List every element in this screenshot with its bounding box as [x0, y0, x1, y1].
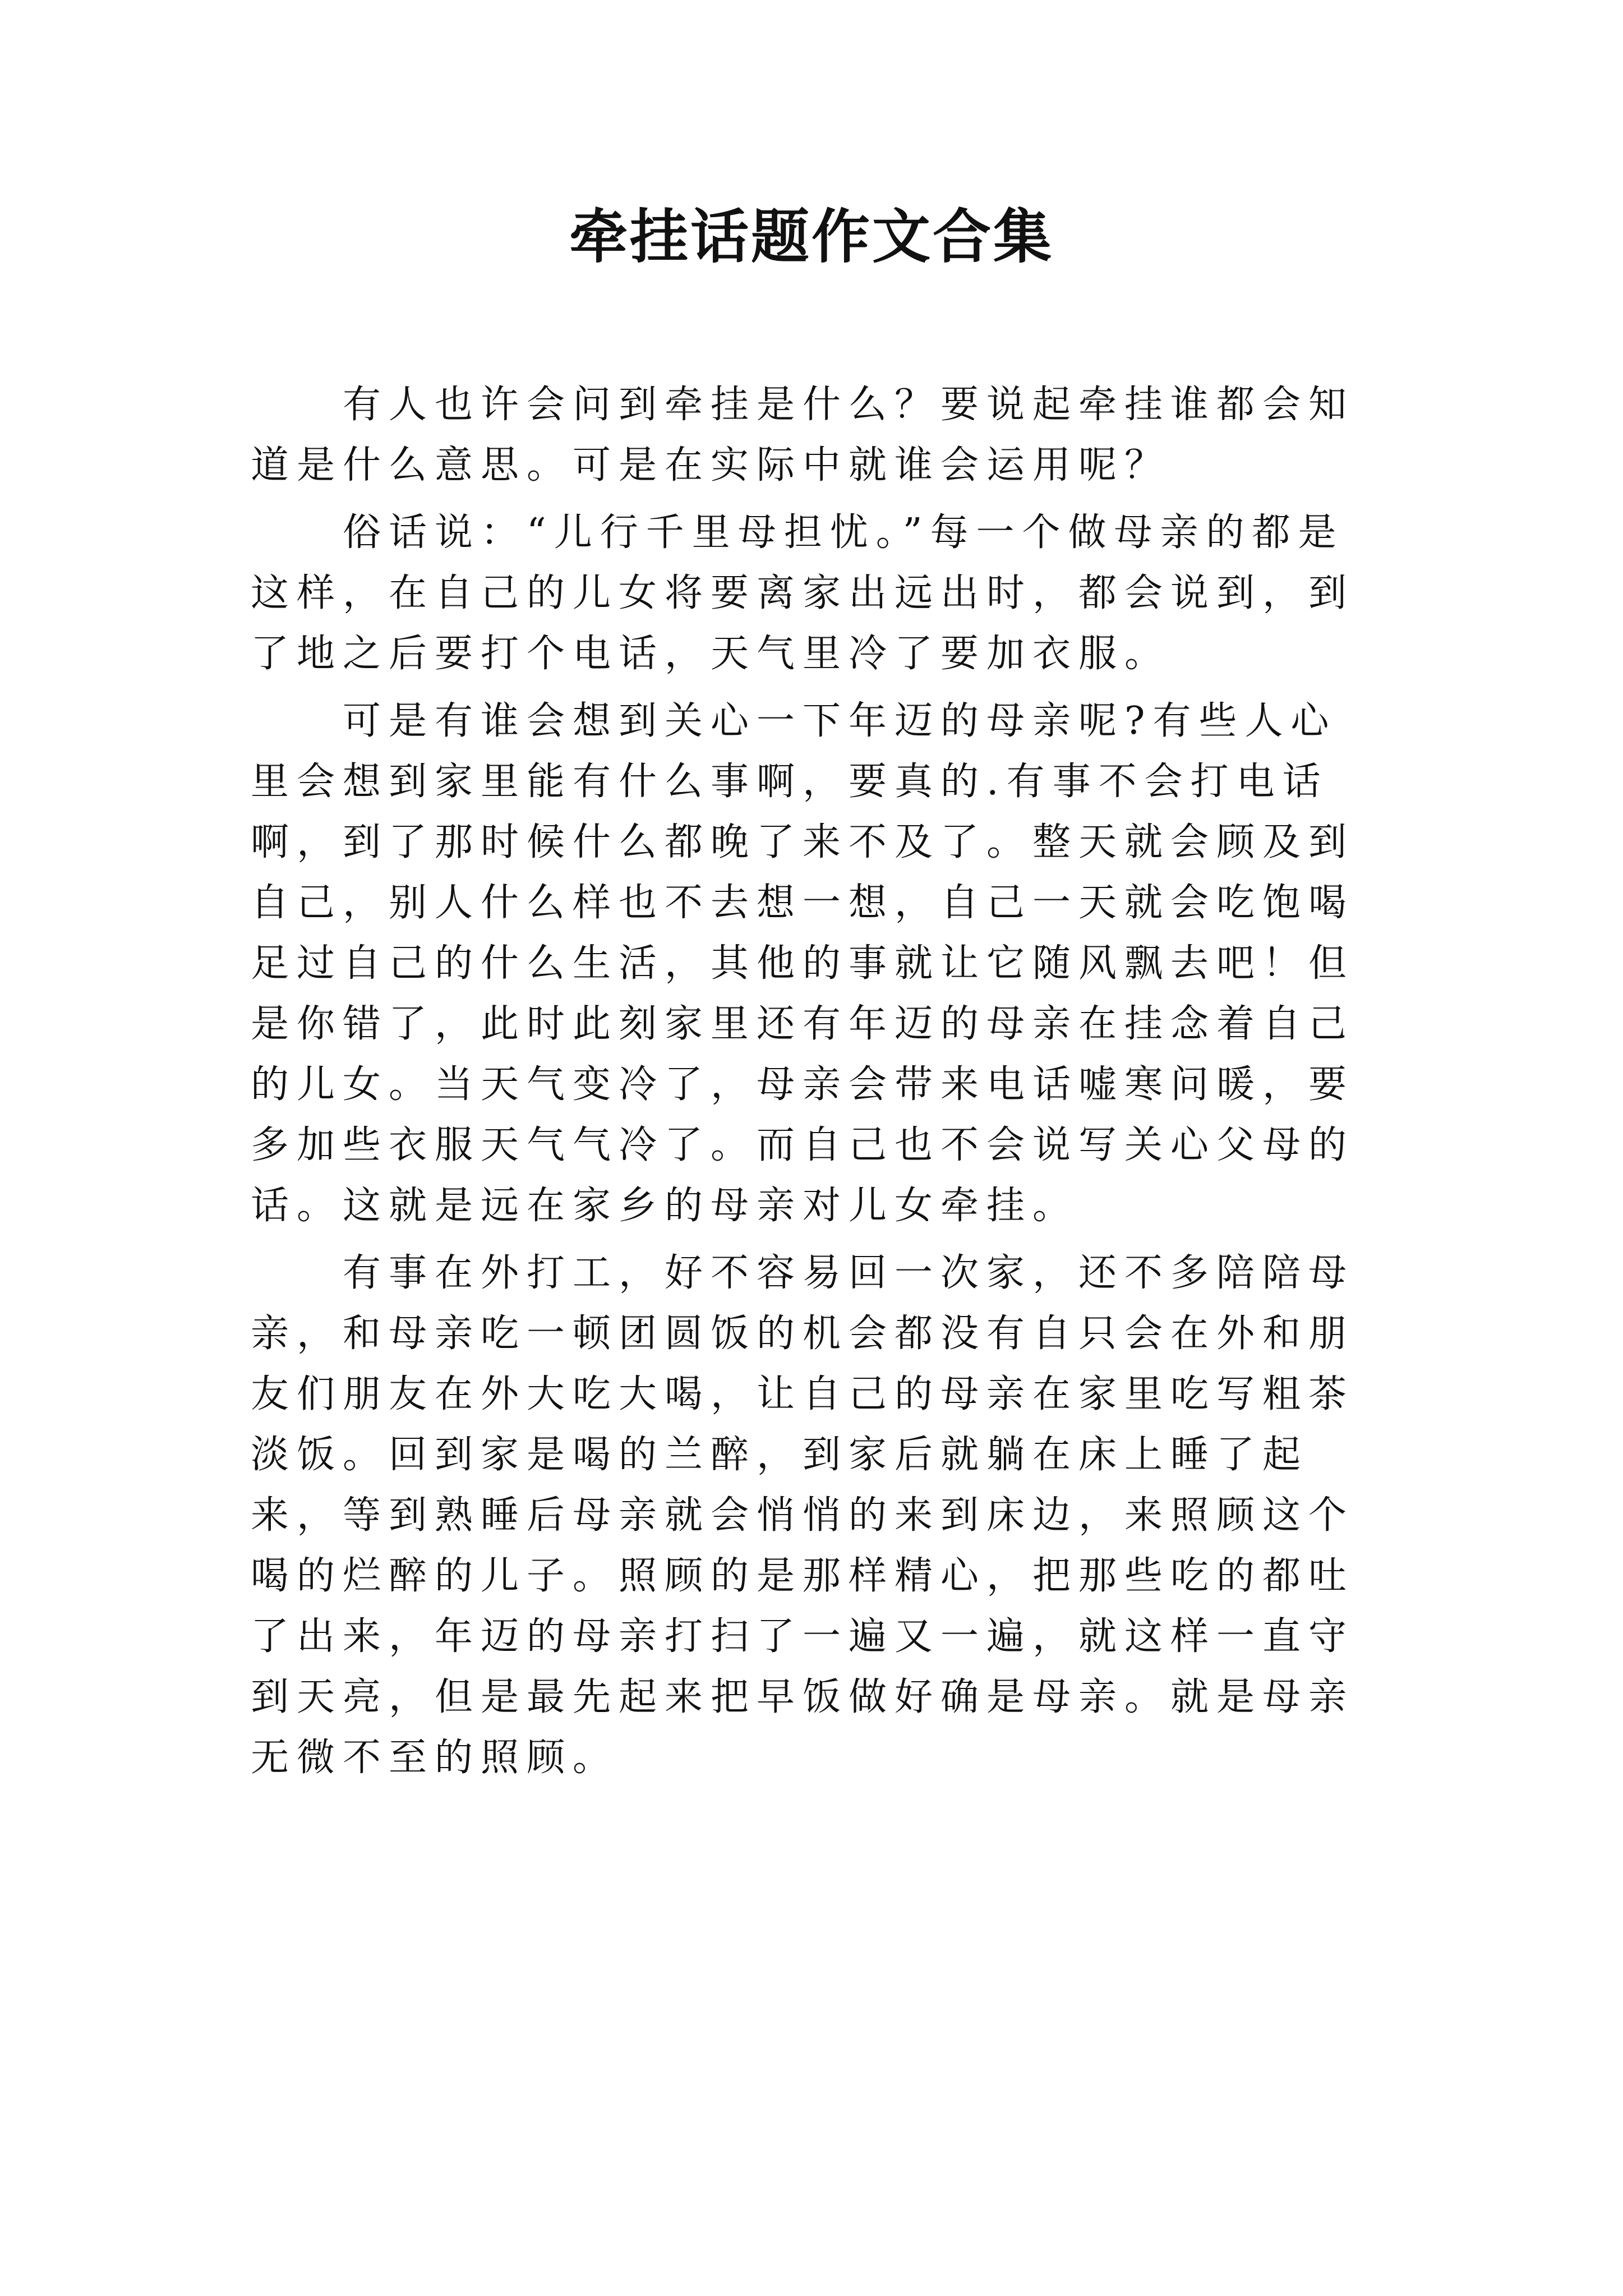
paragraph-1: 有人也许会问到牵挂是什么？要说起牵挂谁都会知道是什么意思。可是在实际中就谁会运用呢？: [251, 383, 1355, 487]
document-body: [251, 375, 1372, 1795]
paragraph-3: 可是有谁会想到关心一下年迈的母亲呢?有些人心里会想到家里能有什么事啊，要真的.有事不会打电话啊，到了那时候什么都晚了来不及了。整天就会顾及到自己，别人什么样也不去想一想，自己一天就会吃饱喝足过自己的什么生活，其他的事就让它随风飘去吧！但是你错了，此时此刻家里还有年迈的母亲在挂念着自己的儿女。当天气变冷了，母亲会带来电话嘘寒问暖，要多加些衣服天气气冷了。而自己也不会说写关心父母的话。这就是远在家乡的母亲对儿女牵挂。: [251, 699, 1355, 1228]
document-title: 牵挂话题作文合集: [569, 202, 1054, 271]
paragraph-4: 有事在外打工，好不容易回一次家，还不多陪陪母亲，和母亲吃一顿团圆饭的机会都没有自只会在外和朋友们朋友在外大吃大喝，让自己的母亲在家里吃写粗茶淡饭。回到家是喝的兰醉，到家后就躺在床上睡了起来，等到熟睡后母亲就会悄悄的来到床边，来照顾这个喝的烂醉的儿子。照顾的是那样精心，把那些吃的都吐了出来，年迈的母亲打扫了一遍又一遍，就这样一直守到天亮，但是最先起来把早饭做好确是母亲。就是母亲无微不至的照顾。: [251, 1251, 1355, 1780]
paragraph-2: 俗话说：“儿行千里母担忧。”每一个做母亲的都是这样，在自己的儿女将要离家出远出时，都会说到，到了地之后要打个电话，天气里冷了要加衣服。: [251, 510, 1355, 676]
